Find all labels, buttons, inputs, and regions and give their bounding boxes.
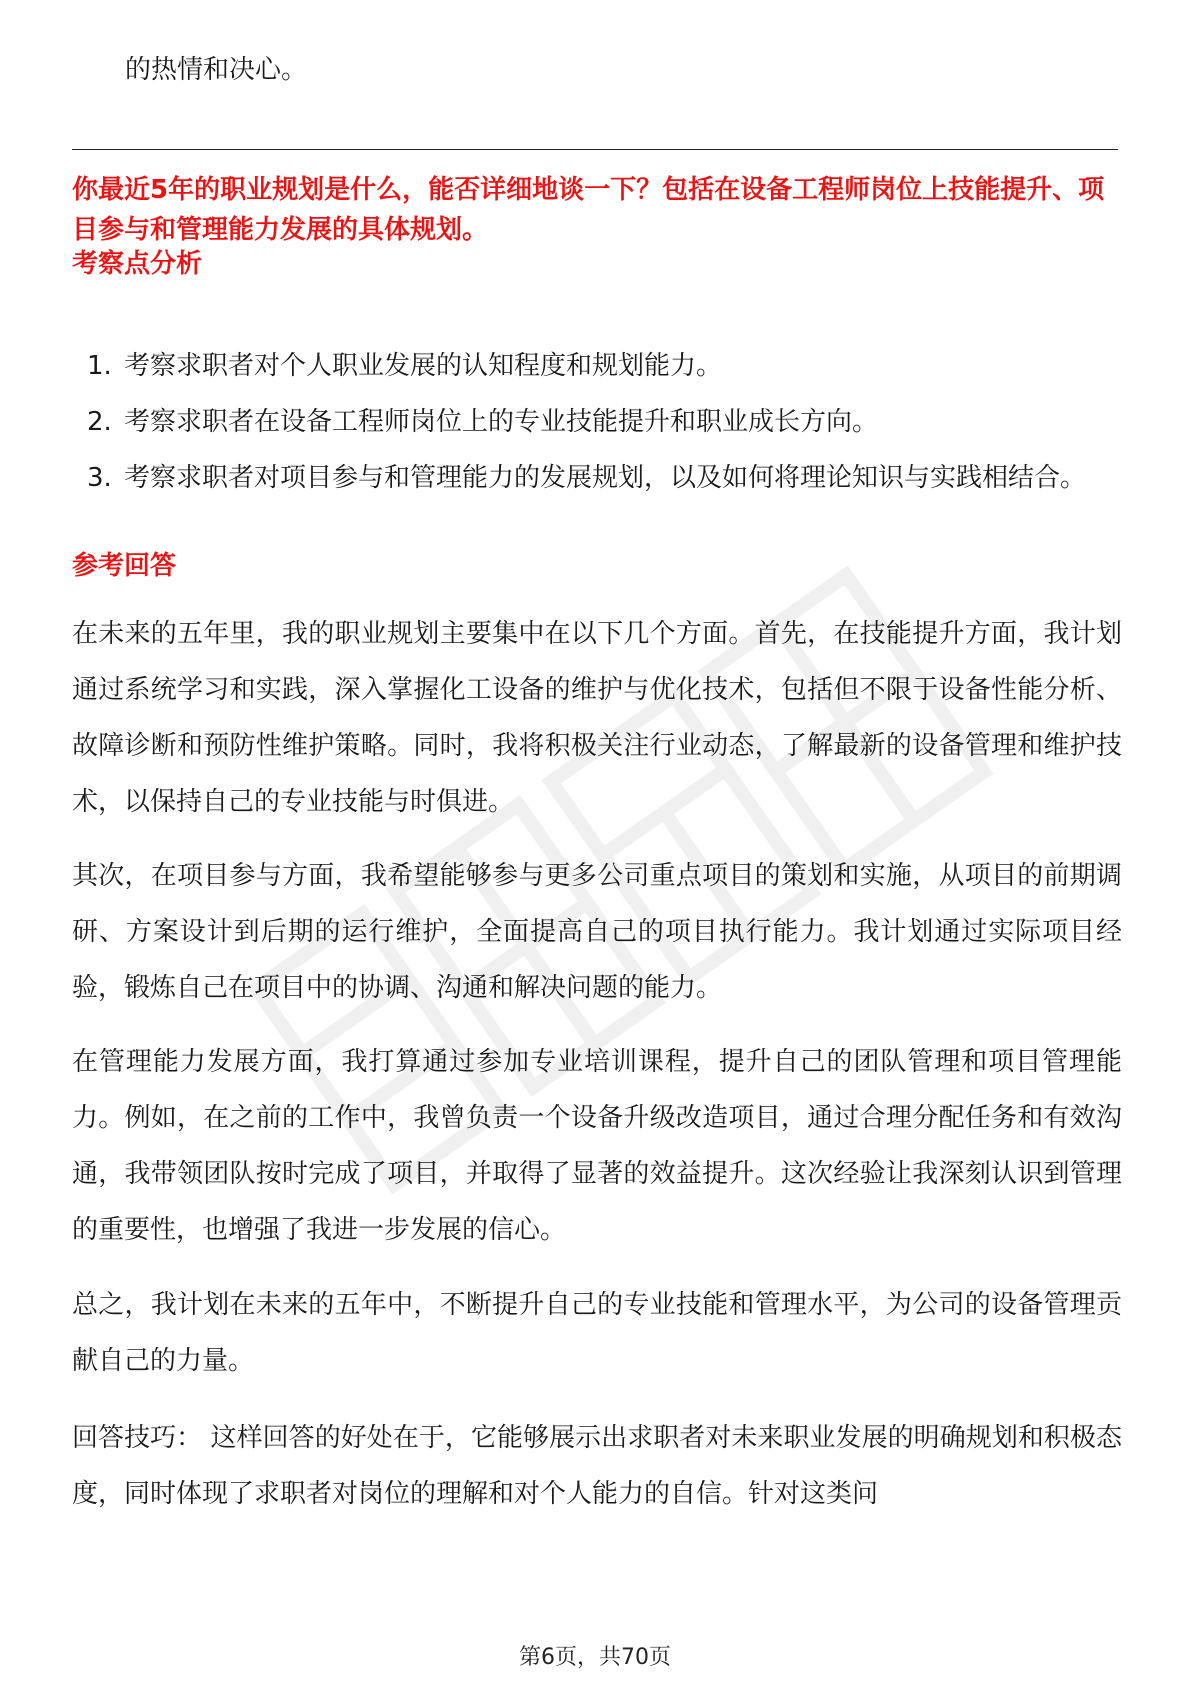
list-number: 3. <box>87 463 112 493</box>
analysis-list <box>72 338 1122 506</box>
answer-heading: 参考回答 <box>72 551 177 581</box>
analysis-item <box>72 338 1122 394</box>
intro-continuation: 的热情和决心。 <box>125 55 308 85</box>
analysis-item-text: 考察求职者在设备工程师岗位上的专业技能提升和职业成长方向。 <box>124 407 879 437</box>
answer-paragraph: 在管理能力发展方面，我打算通过参加专业培训课程，提升自己的团队管理和项目管理能力。例如，在之前的工作中，我曾负责一个设备升级改造项目，通过合理分配任务和有效沟通，我带领团队按时完成了项目，并取得了显著的效益提升。这次经验让我深刻认识到管理的重要性，也增强了我进一步发展的信心。 <box>72 1047 1122 1245</box>
interview-question: 你最近5年的职业规划是什么，能否详细地谈一下？包括在设备工程师岗位上技能提升、项目参与和管理能力发展的具体规划。 <box>72 175 1105 245</box>
list-number: 1. <box>87 351 112 381</box>
analysis-heading: 考察点分析 <box>72 249 203 279</box>
section-divider <box>72 149 1118 150</box>
page-indicator: 第6页，共70页 <box>519 1645 671 1670</box>
analysis-item <box>72 394 1122 450</box>
answer-paragraph: 其次，在项目参与方面，我希望能够参与更多公司重点项目的策划和实施，从项目的前期调研、方案设计到后期的运行维护，全面提高自己的项目执行能力。我计划通过实际项目经验，锻炼自己在项目中的协调、沟通和解决问题的能力。 <box>72 861 1122 1003</box>
analysis-item <box>72 450 1122 506</box>
answer-paragraph: 在未来的五年里，我的职业规划主要集中在以下几个方面。首先，在技能提升方面，我计划通过系统学习和实践，深入掌握化工设备的维护与优化技术，包括但不限于设备性能分析、故障诊断和预防性维护策略。同时，我将积极关注行业动态，了解最新的设备管理和维护技术，以保持自己的专业技能与时俱进。 <box>72 619 1122 817</box>
analysis-item-text: 考察求职者对项目参与和管理能力的发展规划，以及如何将理论知识与实践相结合。 <box>124 463 1087 493</box>
answer-tips-paragraph: 回答技巧： 这样回答的好处在于，它能够展示出求职者对未来职业发展的明确规划和积极态度，同时体现了求职者对岗位的理解和对个人能力的自信。针对这类问 <box>72 1423 1122 1509</box>
list-number: 2. <box>87 407 112 437</box>
answer-paragraph: 总之，我计划在未来的五年中，不断提升自己的专业技能和管理水平，为公司的设备管理贡献自己的力量。 <box>72 1290 1122 1376</box>
analysis-item-text: 考察求职者对个人职业发展的认知程度和规划能力。 <box>124 351 723 381</box>
